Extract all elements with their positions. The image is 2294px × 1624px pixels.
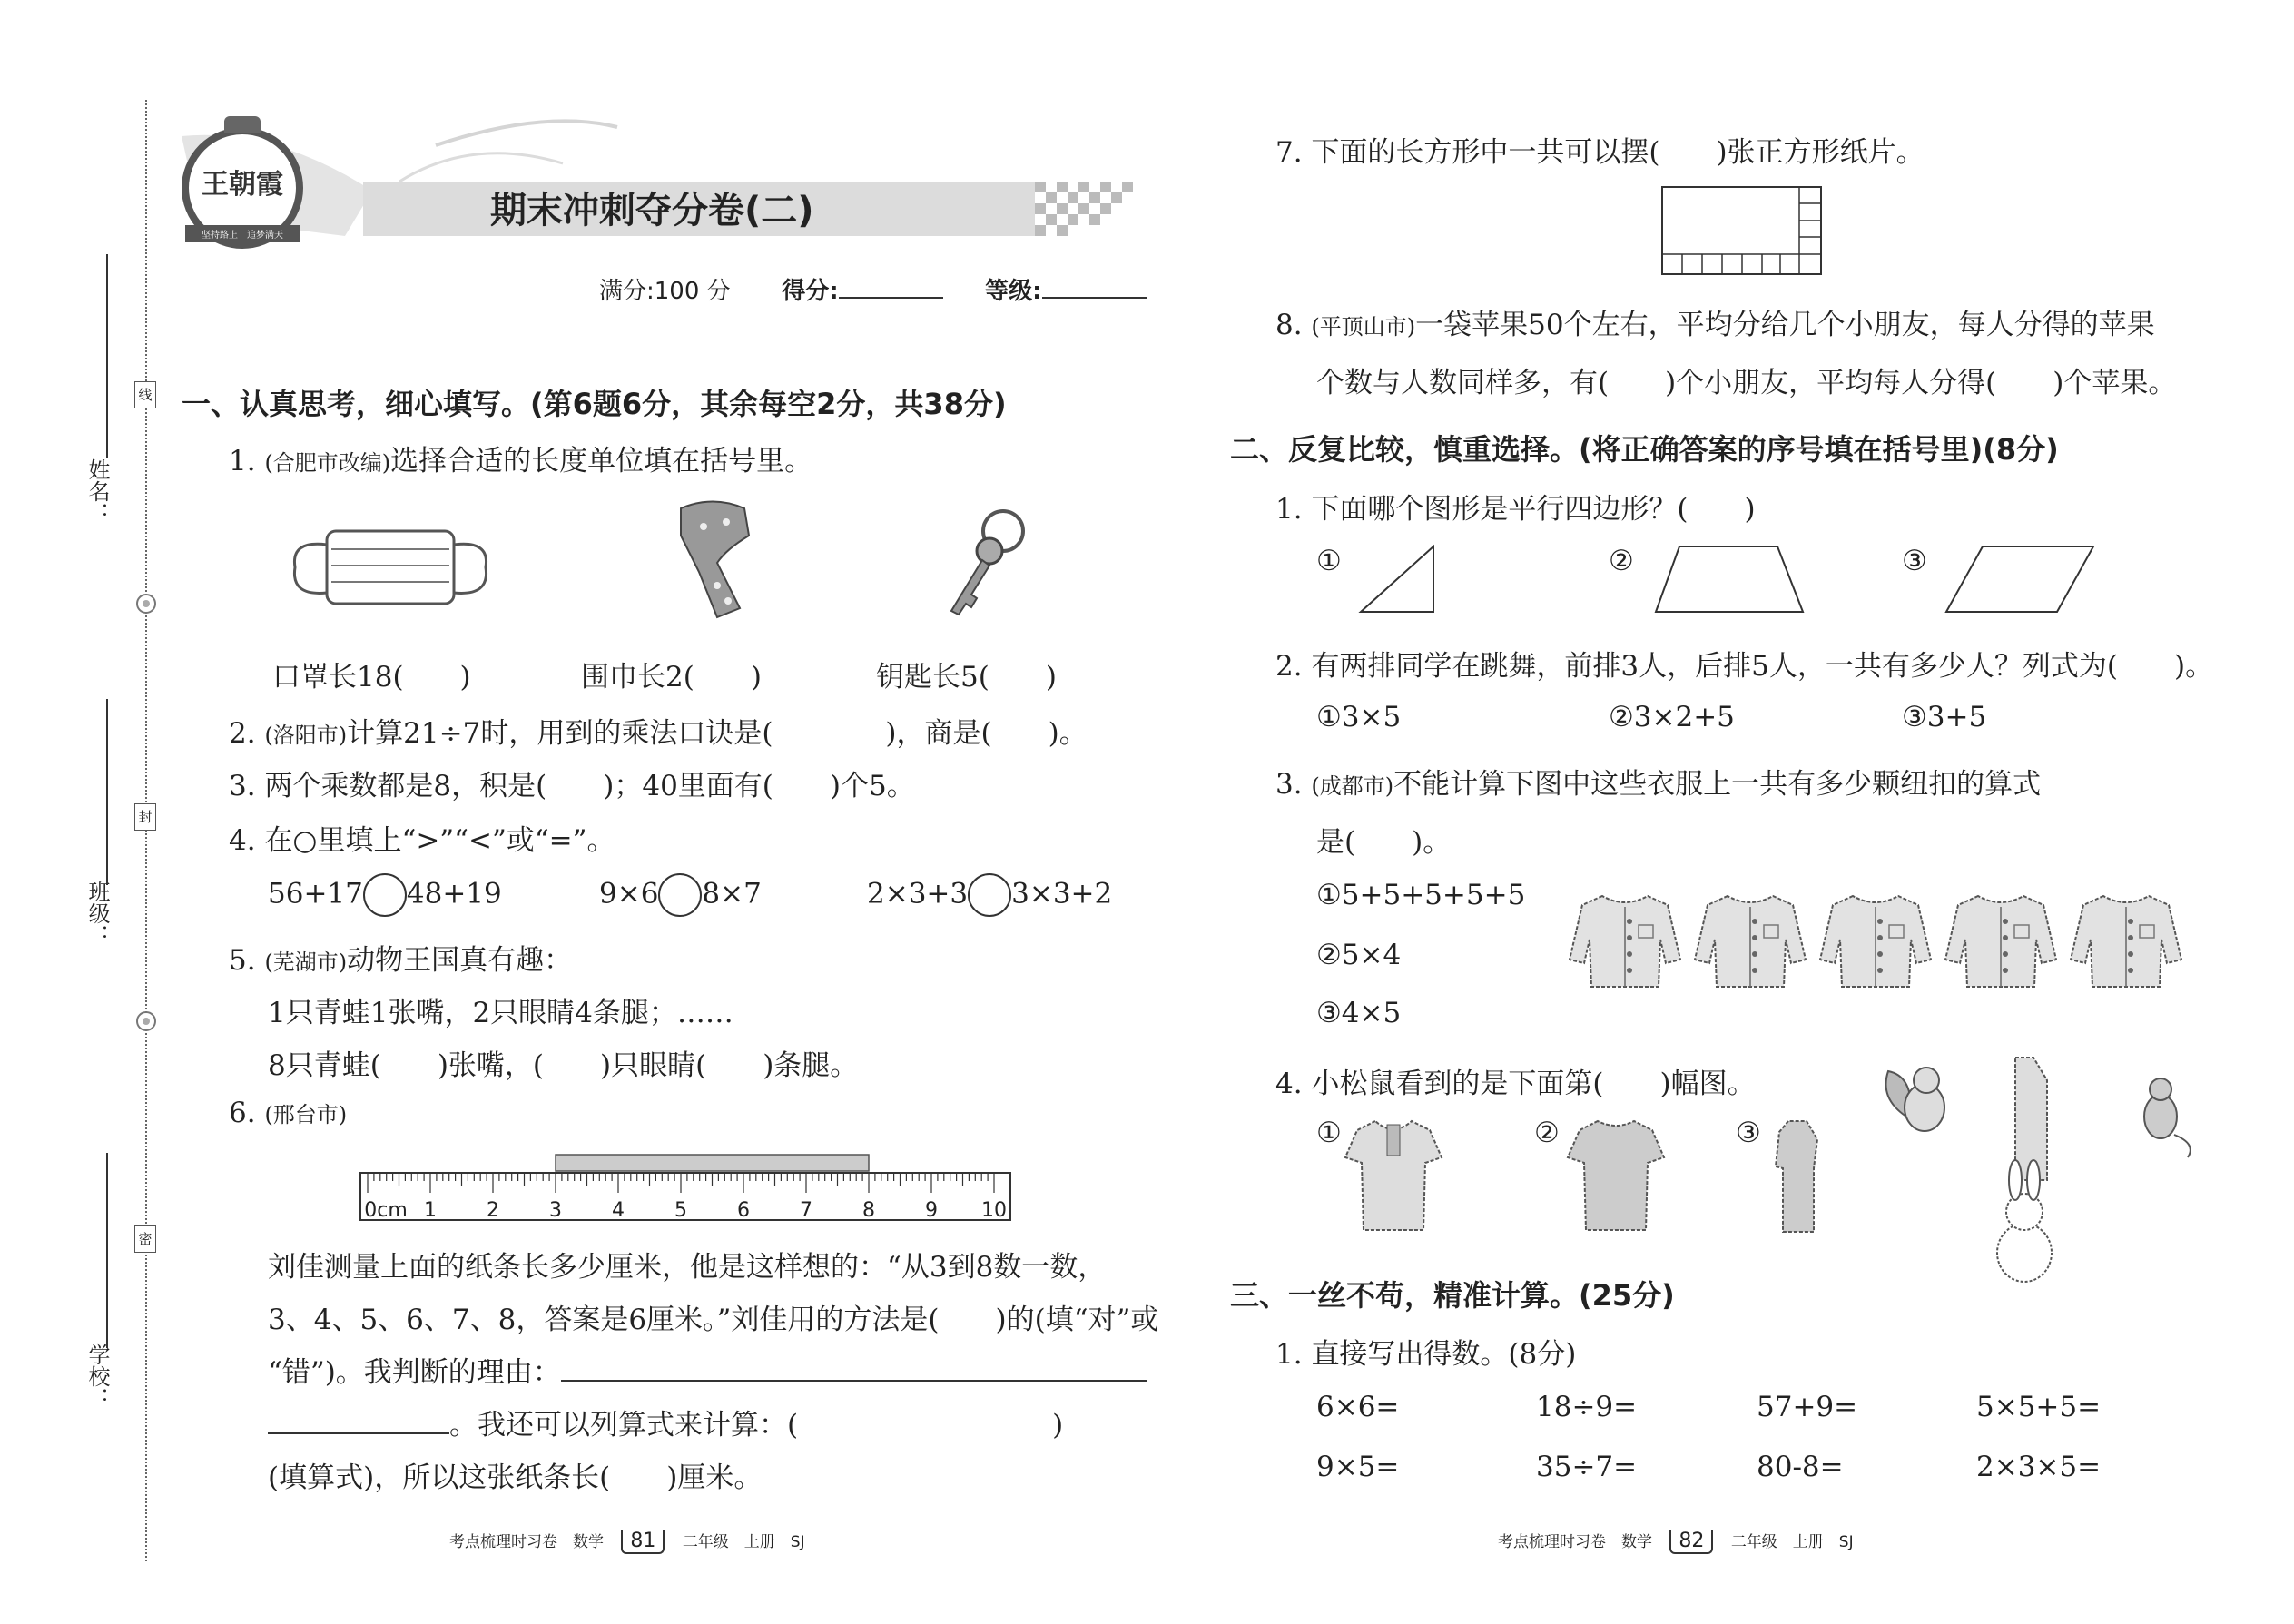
l-q6: 6. (邢台市) — [229, 1097, 348, 1129]
seal-mark-line: 线 — [134, 381, 156, 408]
l-q6-line3: “错”)。我判断的理由： — [268, 1349, 1147, 1390]
calc-2-3: 80-8= — [1757, 1451, 1844, 1483]
squirrel-scene-figure — [1870, 1044, 2215, 1289]
score-label: 得分: — [782, 278, 839, 305]
calc-2-1: 9×5= — [1316, 1451, 1400, 1483]
l-q5: 5. (芜湖市)动物王国真有趣： — [229, 944, 573, 977]
full-score: 满分:100 分 — [599, 278, 731, 305]
c1-opt1-label: ① — [1316, 545, 1342, 577]
c1-opt3-label: ③ — [1902, 545, 1927, 577]
ruler-label: 8 — [862, 1199, 875, 1222]
l-q5-line1: 1只青蛙1张嘴，2只眼睛4条腿；…… — [268, 997, 733, 1029]
left-footer: 考点梳理时习卷 数学 81 二年级 上册 SJ — [449, 1530, 805, 1552]
class-blank — [106, 699, 108, 885]
mouse-icon — [2144, 1078, 2191, 1157]
key-icon — [935, 504, 1035, 622]
l-q2: 2. (洛阳市)计算21÷7时，用到的乘法口诀是( )，商是( )。 — [229, 717, 1088, 750]
grade-blank[interactable] — [1042, 297, 1147, 299]
r-q8-line2: 个数与人数同样多，有( )个小朋友，平均每人分得( )个苹果。 — [1316, 367, 2177, 399]
compare-circle[interactable] — [658, 873, 702, 917]
shirt-icon — [1570, 896, 1680, 987]
scarf-icon — [663, 499, 763, 626]
c3-opt1: ①5+5+5+5+5 — [1316, 879, 1526, 911]
reason-blank[interactable] — [561, 1380, 1147, 1382]
class-label: 班级： — [84, 881, 110, 946]
shirts-figure — [1566, 885, 2201, 994]
r-c1: 1. 下面哪个图形是平行四边形？( ) — [1275, 493, 1756, 526]
c4-opt3-label: ③ — [1736, 1117, 1761, 1149]
r-c4: 4. 小松鼠看到的是下面第( )幅图。 — [1275, 1068, 1756, 1100]
l-q1: 1. (合肥市改编)选择合适的长度单位填在括号里。 — [229, 445, 813, 477]
ruler — [359, 1151, 1012, 1224]
l-q5-line2: 8只青蛙( )张嘴，( )只眼睛( )条腿。 — [268, 1049, 859, 1082]
ruler-label: 7 — [800, 1199, 812, 1222]
ruler-label: 6 — [737, 1199, 750, 1222]
ring-hole-icon — [134, 592, 158, 615]
calc-1-4: 5×5+5= — [1976, 1391, 2102, 1423]
key-answer: 钥匙长5( ) — [876, 661, 1057, 694]
calc-2-4: 2×3×5= — [1976, 1451, 2102, 1483]
binding-dotted-line — [145, 100, 147, 1561]
squirrel-icon — [1886, 1068, 1945, 1131]
logo-name: 王朝霞 — [202, 169, 283, 201]
triangle-shape — [1357, 543, 1439, 615]
calc-1-1: 6×6= — [1316, 1391, 1400, 1423]
name-label: 姓名： — [84, 458, 110, 524]
c2-opt2: ②3×2+5 — [1609, 701, 1735, 733]
r-c3-line2: 是( )。 — [1316, 826, 1452, 859]
shirt-icon — [1820, 896, 1931, 987]
c4-opt1-label: ① — [1316, 1117, 1342, 1149]
section1-heading: 一、认真思考，细心填写。(第6题6分，其余每空2分，共38分) — [182, 387, 1007, 421]
l-q3: 3. 两个乘数都是8，积是( )；40里面有( )个5。 — [229, 770, 915, 802]
r-q7: 7. 下面的长方形中一共可以摆( )张正方形纸片。 — [1275, 136, 1925, 169]
page-title: 期末冲刺夺分卷(二) — [490, 190, 814, 231]
page-number: 81 — [621, 1530, 665, 1554]
rectangle-grid-figure — [1661, 186, 1825, 277]
scarf-answer: 围巾长2( ) — [581, 661, 762, 694]
ruler-label: 4 — [612, 1199, 625, 1222]
grade-label: 等级: — [985, 278, 1042, 305]
c3-opt2: ②5×4 — [1316, 939, 1402, 971]
logo-motto: 坚持路上 追梦满天 — [185, 225, 300, 242]
compare-item-1: 56+17 48+19 — [268, 873, 502, 917]
l-q4: 4. 在○里填上“>”“<”或“=”。 — [229, 824, 615, 857]
trapezoid-shape — [1652, 543, 1807, 615]
c1-opt2-label: ② — [1609, 545, 1634, 577]
ruler-label: 2 — [487, 1199, 499, 1222]
c4-opt2-label: ② — [1534, 1117, 1560, 1149]
tshirt-back-icon — [1566, 1112, 1666, 1239]
c3-opt3: ③4×5 — [1316, 997, 1402, 1029]
seal-mark-seal: 封 — [134, 803, 156, 831]
calc-2-2: 35÷7= — [1536, 1451, 1638, 1483]
r-c3: 3. (成都市)不能计算下图中这些衣服上一共有多少颗纽扣的算式 — [1275, 768, 2042, 801]
mask-answer: 口罩长18( ) — [272, 661, 471, 694]
l-q6-line2: 3、4、5、6、7、8，答案是6厘米。”刘佳用的方法是( )的(填“对”或 — [268, 1304, 1159, 1336]
shirt-icon — [1945, 896, 2056, 987]
logo-crown-icon — [224, 116, 261, 133]
ruler-label: 5 — [674, 1199, 687, 1222]
ruler-label: 1 — [424, 1199, 437, 1222]
tshirt-front-icon — [1344, 1112, 1443, 1239]
l-q6-line4: 。我还可以列算式来计算：( ) — [268, 1402, 1063, 1442]
r-p1: 1. 直接写出得数。(8分) — [1275, 1338, 1577, 1371]
mask-icon — [290, 522, 490, 613]
section3-heading: 三、一丝不苟，精准计算。(25分) — [1230, 1278, 1675, 1313]
reason-blank-2[interactable] — [268, 1432, 449, 1434]
c2-opt1: ①3×5 — [1316, 701, 1402, 733]
tshirt-side-icon — [1770, 1112, 1825, 1239]
seal-mark-secret: 密 — [134, 1225, 156, 1253]
l-q6-line1: 刘佳测量上面的纸条长多少厘米，他是这样想的：“从3到8数一数， — [268, 1251, 1107, 1284]
section2-heading: 二、反复比较，慎重选择。(将正确答案的序号填在括号里)(8分) — [1230, 432, 2059, 467]
c2-opt3: ③3+5 — [1902, 701, 1987, 733]
score-blank[interactable] — [839, 297, 943, 299]
compare-circle[interactable] — [968, 873, 1011, 917]
parallelogram-shape — [1943, 543, 2097, 615]
school-blank — [106, 1153, 108, 1348]
calc-1-2: 18÷9= — [1536, 1391, 1638, 1423]
ruler-label: 0cm — [364, 1199, 408, 1222]
shirt-icon — [1695, 896, 1806, 987]
right-footer: 考点梳理时习卷 数学 82 二年级 上册 SJ — [1498, 1530, 1854, 1552]
ring-hole-icon — [134, 1009, 158, 1033]
shirt-icon — [2071, 896, 2181, 987]
ruler-label: 10 — [981, 1199, 1007, 1222]
name-blank — [106, 254, 108, 458]
l-q6-line5: (填算式)，所以这张纸条长( )厘米。 — [268, 1462, 763, 1494]
compare-circle[interactable] — [363, 873, 407, 917]
score-line — [599, 272, 1147, 306]
compare-item-2: 9×6 8×7 — [599, 873, 762, 917]
compare-item-3: 2×3+3 3×3+2 — [867, 873, 1112, 917]
r-q8: 8. (平顶山市)一袋苹果50个左右，平均分给几个小朋友，每人分得的苹果 — [1275, 309, 2155, 341]
calc-1-3: 57+9= — [1757, 1391, 1858, 1423]
ruler-label: 3 — [549, 1199, 562, 1222]
logo-badge — [182, 127, 303, 249]
paper-strip — [556, 1155, 869, 1171]
ruler-label: 9 — [925, 1199, 938, 1222]
r-c2: 2. 有两排同学在跳舞，前排3人，后排5人，一共有多少人？列式为( )。 — [1275, 650, 2214, 683]
page-number: 82 — [1669, 1530, 1713, 1554]
school-label: 学校： — [84, 1343, 110, 1409]
